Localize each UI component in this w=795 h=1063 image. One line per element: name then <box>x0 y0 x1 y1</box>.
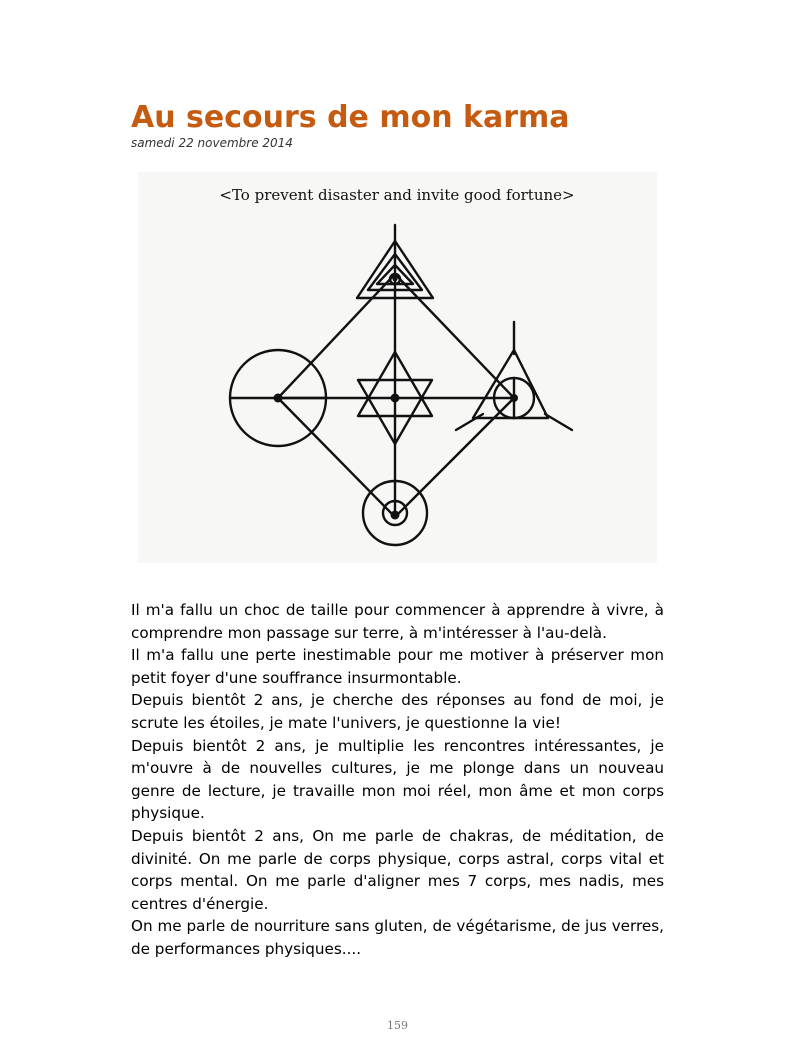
top-node <box>393 277 398 282</box>
sigil-lines <box>230 225 572 545</box>
article-date: samedi 22 novembre 2014 <box>131 136 293 150</box>
article-title: Au secours de mon karma <box>131 100 570 135</box>
page-number: 159 <box>387 1019 408 1032</box>
paragraph-2: Il m'a fallu une perte inestimable pour me motiver à préserver mon petit foyer d'une souffrance insurmontable. <box>131 646 664 687</box>
left-node <box>274 394 283 403</box>
bottom-node <box>391 511 400 520</box>
paragraph-1: Il m'a fallu un choc de taille pour commencer à apprendre à vivre, à comprendre mon passage sur terre, à m'intéresser à l'au-delà. <box>131 601 664 642</box>
center-node <box>391 394 400 403</box>
right-triangle-symbol <box>456 322 572 430</box>
paragraph-6: On me parle de nourriture sans gluten, de végétarisme, de jus verres, de performances physiques.... <box>131 917 664 958</box>
right-node <box>510 394 518 402</box>
sigil-drawing <box>138 172 657 563</box>
karma-sigil-figure <box>138 172 657 563</box>
paragraph-3: Depuis bientôt 2 ans, je cherche des réponses au fond de moi, je scrute les étoiles, je mate l'univers, je questionne la vie! <box>131 691 664 732</box>
figure-caption: <To prevent disaster and invite good fortune> <box>219 186 575 204</box>
paragraph-5: Depuis bientôt 2 ans, On me parle de chakras, de méditation, de divinité. On me parle de corps physique, corps astral, corps vital et corps mental. On me parle d'aligner mes 7 corps, mes nadis, mes centres d'énergie. <box>131 826 664 913</box>
paragraph-4: Depuis bientôt 2 ans, je multiplie les rencontres intéressantes, je m'ouvre à de nouvelles cultures, je me plonge dans un nouveau genre de lecture, je travaille mon moi réel, mon âme et mon corps physique. <box>131 736 664 823</box>
article-body <box>131 599 664 961</box>
